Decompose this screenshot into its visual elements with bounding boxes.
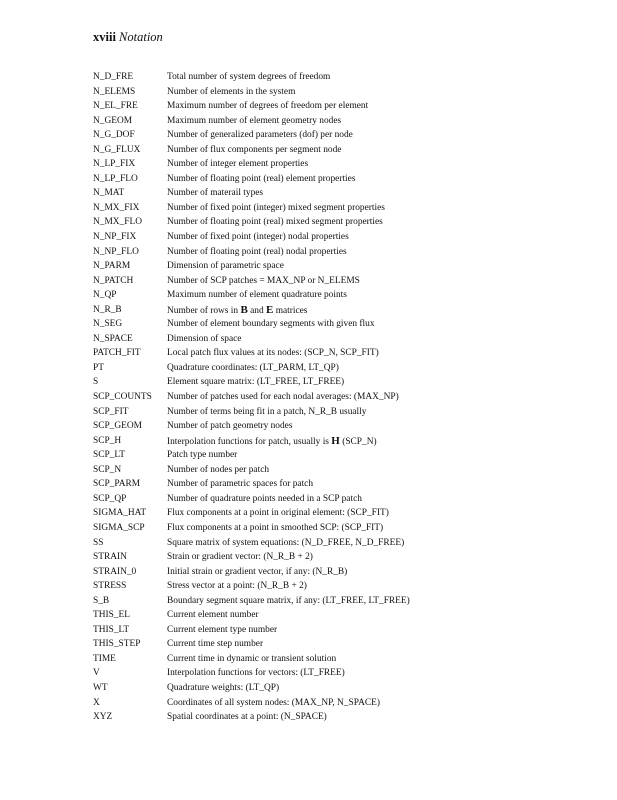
notation-description: Number of elements in the system (167, 86, 296, 97)
notation-entry (93, 332, 593, 347)
notation-term: WT (93, 682, 108, 693)
notation-term: S (93, 377, 99, 388)
notation-term: N_ELEMS (93, 86, 136, 97)
notation-entry (93, 652, 593, 667)
description-part: and (247, 305, 267, 316)
notation-description: Number of patch geometry nodes (167, 421, 293, 432)
notation-entry (93, 594, 593, 609)
notation-term: X (93, 697, 100, 708)
notation-description (167, 434, 593, 449)
notation-term: SCP_LT (93, 450, 125, 461)
matrix-symbol: B (240, 303, 248, 316)
notation-term: N_GEOM (93, 115, 133, 126)
notation-term: PT (93, 362, 104, 373)
matrix-symbol: H (331, 434, 340, 447)
notation-term: SIGMA_HAT (93, 508, 147, 519)
notation-entry (93, 128, 593, 143)
notation-term: N_G_DOF (93, 130, 135, 141)
notation-description: Number of floating point (real) element properties (167, 173, 356, 184)
notation-term: SCP_H (93, 435, 122, 446)
notation-entry (93, 550, 593, 565)
notation-entry (93, 259, 593, 274)
notation-description: Number of fixed point (integer) mixed segment properties (167, 202, 385, 213)
notation-entry (93, 157, 593, 172)
page-number: xviii (93, 30, 116, 44)
notation-entry (93, 274, 593, 289)
notation-description: Current element number (167, 610, 259, 621)
description-part: Number of rows in (167, 305, 241, 316)
notation-term: SIGMA_SCP (93, 522, 145, 533)
notation-entry (93, 317, 593, 332)
notation-entry (93, 346, 593, 361)
notation-term: STRAIN_0 (93, 566, 137, 577)
notation-description: Spatial coordinates at a point: (N_SPACE) (167, 712, 327, 723)
notation-entry (93, 448, 593, 463)
notation-description: Current time in dynamic or transient solution (167, 653, 337, 664)
notation-description: Strain or gradient vector: (N_R_B + 2) (167, 552, 313, 563)
notation-entry (93, 201, 593, 216)
notation-entry (93, 215, 593, 230)
notation-description: Coordinates of all system nodes: (MAX_NP, N_SPACE) (167, 697, 380, 708)
notation-term: SCP_PARM (93, 479, 141, 490)
notation-description: Number of terms being fit in a patch, N_R_B usually (167, 406, 367, 417)
notation-term: N_QP (93, 290, 117, 301)
notation-term: N_LP_FLO (93, 173, 138, 184)
notation-description: Maximum number of element geometry nodes (167, 115, 342, 126)
notation-entry (93, 70, 593, 85)
notation-term: N_D_FRE (93, 72, 134, 82)
notation-description: Number of generalized parameters (dof) per node (167, 130, 353, 141)
notation-term: N_MAT (93, 188, 125, 199)
notation-term: V (93, 668, 100, 679)
notation-term: S_B (93, 595, 110, 606)
notation-description: Number of floating point (real) nodal properties (167, 246, 347, 257)
notation-entry (93, 419, 593, 434)
notation-description: Flux components at a point in smoothed SCP: (SCP_FIT) (167, 522, 384, 533)
notation-term: SCP_FIT (93, 406, 129, 417)
notation-description: Quadrature weights: (LT_QP) (167, 682, 280, 693)
notation-description: Patch type number (167, 450, 238, 461)
notation-term: N_PATCH (93, 275, 134, 286)
notation-description (167, 303, 593, 318)
notation-entry (93, 186, 593, 201)
notation-term: SCP_GEOM (93, 421, 142, 432)
notation-term: N_SPACE (93, 333, 133, 344)
running-header (93, 30, 163, 45)
notation-description: Maximum number of element quadrature points (167, 290, 347, 301)
notation-entry (93, 390, 593, 405)
notation-term: THIS_STEP (93, 639, 141, 650)
notation-description: Element square matrix: (LT_FREE, LT_FREE) (167, 377, 345, 388)
notation-description: Interpolation functions for vectors: (LT_FREE) (167, 668, 345, 679)
notation-description: Stress vector at a point: (N_R_B + 2) (167, 581, 307, 592)
notation-term: SCP_QP (93, 493, 127, 504)
notation-description: Maximum number of degrees of freedom per element (167, 101, 369, 112)
description-part: Interpolation functions for patch, usually is (167, 436, 332, 447)
notation-term: N_R_B (93, 304, 122, 315)
notation-description: Local patch flux values at its nodes: (SCP_N, SCP_FIT) (167, 348, 379, 359)
notation-description: Dimension of parametric space (167, 261, 284, 272)
notation-term: N_SEG (93, 319, 123, 330)
notation-description: Quadrature coordinates: (LT_PARM, LT_QP) (167, 362, 339, 373)
notation-entry (93, 565, 593, 580)
notation-entry (93, 405, 593, 420)
notation-entry (93, 99, 593, 114)
notation-term: SCP_COUNTS (93, 392, 152, 403)
notation-description: Number of parametric spaces for patch (167, 479, 314, 490)
notation-entry (93, 623, 593, 638)
notation-entry (93, 172, 593, 187)
notation-description: Number of patches used for each nodal averages: (MAX_NP) (167, 392, 399, 403)
notation-entry (93, 637, 593, 652)
notation-term: THIS_LT (93, 624, 130, 635)
notation-description: Number of floating point (real) mixed segment properties (167, 217, 383, 228)
notation-description: Square matrix of system equations: (N_D_FREE, N_D_FREE) (167, 537, 405, 548)
notation-description: Boundary segment square matrix, if any: (LT_FREE, LT_FREE) (167, 595, 410, 606)
notation-term: THIS_EL (93, 610, 130, 621)
notation-entry (93, 579, 593, 594)
notation-term: SS (93, 537, 104, 548)
notation-entry (93, 681, 593, 696)
notation-entry (93, 114, 593, 129)
notation-list (93, 70, 593, 725)
matrix-symbol: E (266, 303, 274, 316)
notation-description: Number of integer element properties (167, 159, 309, 170)
notation-description: Current time step number (167, 639, 264, 650)
notation-term: N_NP_FLO (93, 246, 139, 257)
notation-term: TIME (93, 653, 116, 664)
notation-entry (93, 463, 593, 478)
notation-term: STRESS (93, 581, 127, 592)
notation-term: STRAIN (93, 552, 127, 563)
notation-description: Number of element boundary segments with given flux (167, 319, 375, 330)
notation-description: Current element type number (167, 624, 278, 635)
description-part: matrices (273, 305, 308, 316)
notation-description: Total number of system degrees of freedom (167, 72, 331, 82)
notation-term: N_MX_FIX (93, 202, 140, 213)
notation-entry (93, 608, 593, 623)
notation-description: Number of nodes per patch (167, 464, 270, 475)
notation-description: Number of flux components per segment node (167, 144, 342, 155)
notation-entry (93, 245, 593, 260)
notation-term: SCP_N (93, 464, 122, 475)
notation-term: PATCH_FIT (93, 348, 141, 359)
notation-term: XYZ (93, 712, 113, 723)
notation-term: N_G_FLUX (93, 144, 141, 155)
notation-term: N_LP_FIX (93, 159, 136, 170)
notation-description: Initial strain or gradient vector, if any: (N_R_B) (167, 566, 348, 577)
notation-description: Dimension of space (167, 333, 242, 344)
notation-entry (93, 477, 593, 492)
notation-entry (93, 506, 593, 521)
notation-description: Number of SCP patches = MAX_NP or N_ELEMS (167, 275, 360, 286)
notation-entry (93, 536, 593, 551)
notation-term: N_NP_FIX (93, 232, 137, 243)
notation-entry (93, 434, 593, 449)
notation-entry (93, 375, 593, 390)
notation-description: Number of quadrature points needed in a SCP patch (167, 493, 362, 504)
section-title: Notation (119, 30, 163, 44)
notation-entry (93, 361, 593, 376)
notation-entry (93, 696, 593, 711)
notation-term: N_PARM (93, 261, 131, 272)
notation-entry (93, 230, 593, 245)
notation-description: Number of fixed point (integer) nodal properties (167, 232, 349, 243)
notation-entry (93, 85, 593, 100)
notation-term: N_MX_FLO (93, 217, 142, 228)
notation-entry (93, 288, 593, 303)
notation-entry (93, 666, 593, 681)
notation-entry (93, 303, 593, 318)
notation-description: Number of materail types (167, 188, 264, 199)
description-part: (SCP_N) (339, 436, 377, 447)
notation-term: N_EL_FRE (93, 101, 138, 112)
notation-entry (93, 710, 593, 725)
notation-description: Flux components at a point in original element: (SCP_FIT) (167, 508, 389, 519)
notation-entry (93, 492, 593, 507)
notation-entry (93, 521, 593, 536)
notation-entry (93, 143, 593, 158)
